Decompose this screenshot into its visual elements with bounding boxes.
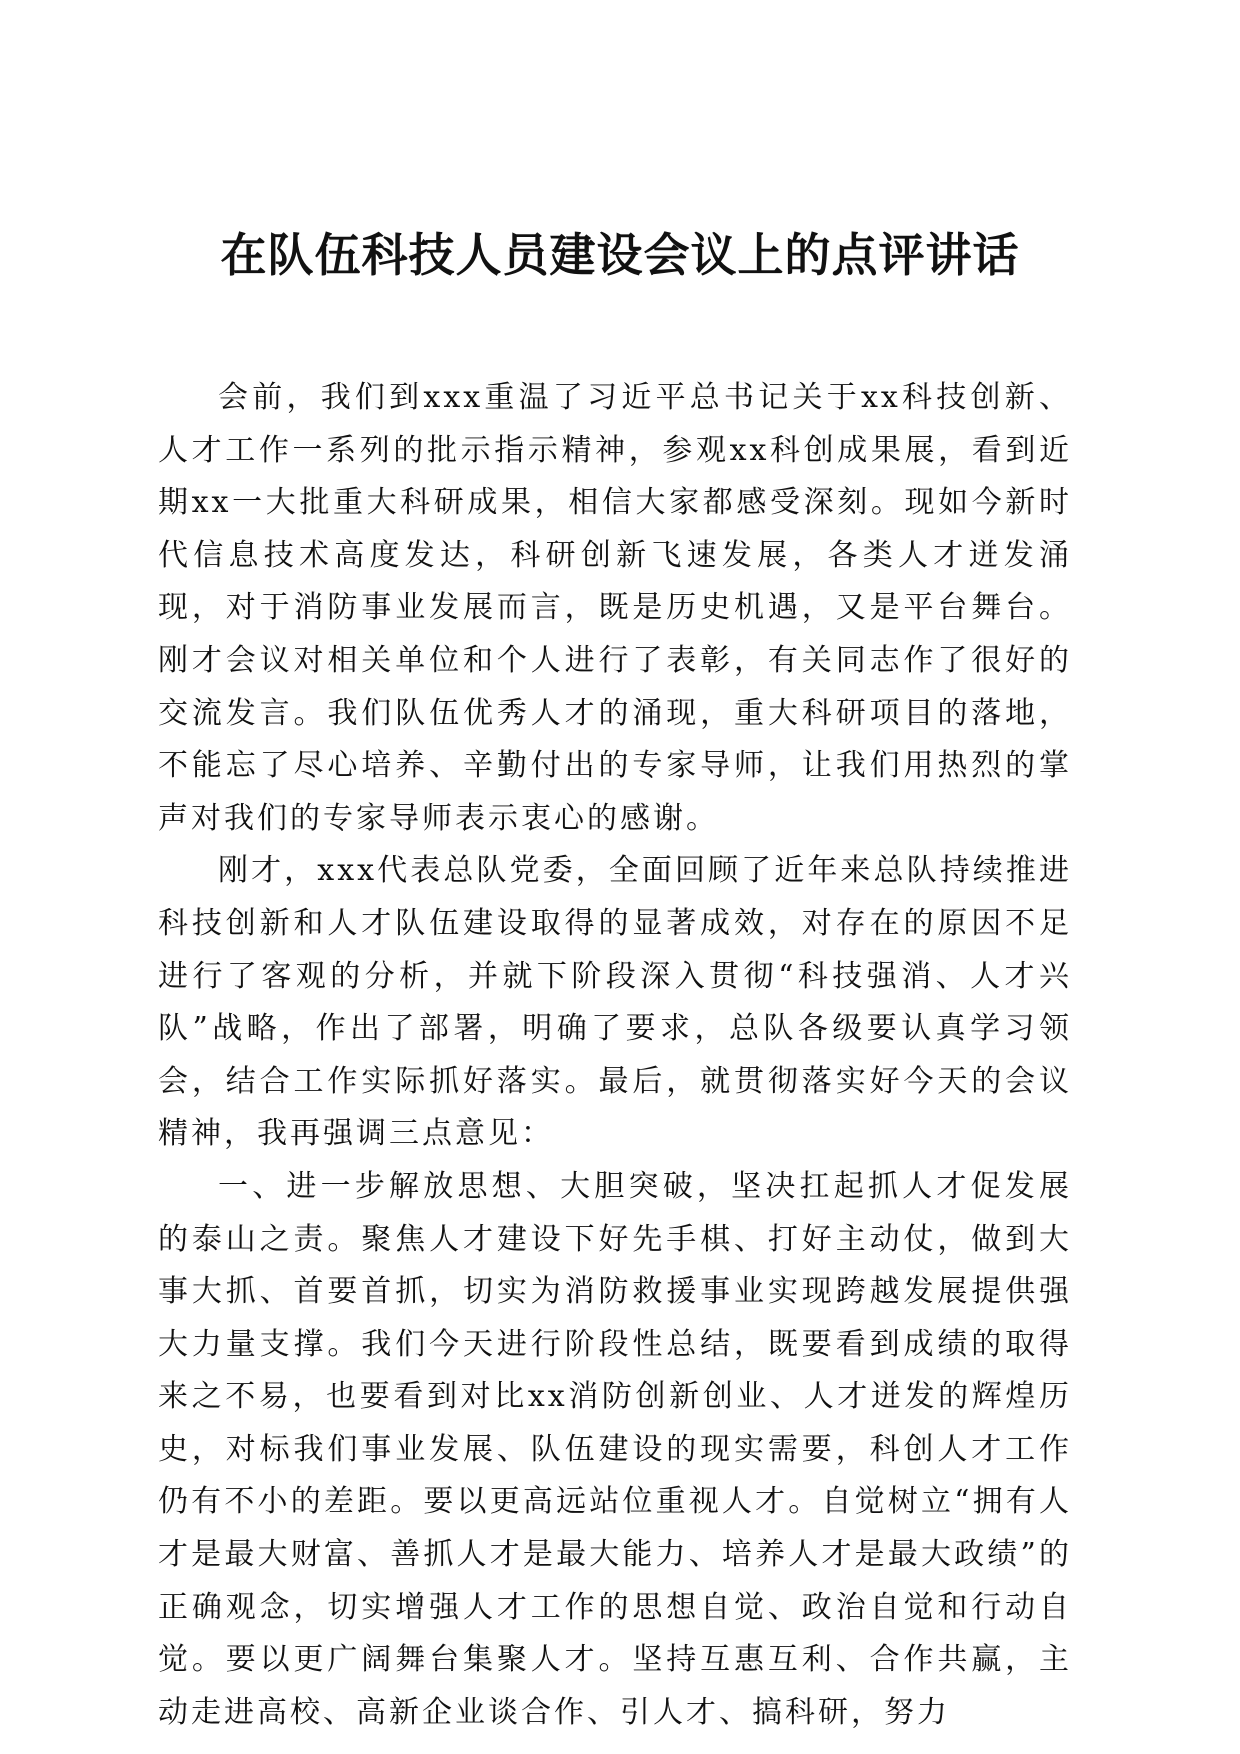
body-paragraph: 刚才，xxx代表总队党委，全面回顾了近年来总队持续推进科技创新和人才队伍建设取得的显著成效，对存在的原因不足进行了客观的分析，并就下阶段深入贯彻“科技强消、人才兴队”战略，作出了部署，明确了要求，总队各级要认真学习领会，结合工作实际抓好落实。最后，就贯彻落实好今天的会议精神，我再强调三点意见： (158, 853, 1072, 1152)
body-paragraph: 一、进一步解放思想、大胆突破，坚决扛起抓人才促发展的泰山之责。聚焦人才建设下好先手棋、打好主动仗，做到大事大抓、首要首抓，切实为消防救援事业实现跨越发展提供强大力量支撑。我们今天进行阶段性总结，既要看到成绩的取得来之不易，也要看到对比xx消防创新创业、人才迸发的辉煌历史，对标我们事业发展、队伍建设的现实需要，科创人才工作仍有不小的差距。要以更高远站位重视人才。自觉树立“拥有人才是最大财富、善抓人才是最大能力、培养人才是最大政绩”的正确观念，切实增强人才工作的思想自觉、政治自觉和行动自觉。要以更广阔舞台集聚人才。坚持互惠互利、合作共赢，主动走进高校、高新企业谈合作、引人才、搞科研，努力 (158, 1168, 1072, 1730)
document-title: 在队伍科技人员建设会议上的点评讲话 (220, 228, 1020, 282)
body-paragraph: 会前，我们到xxx重温了习近平总书记关于xx科技创新、人才工作一系列的批示指示精神，参观xx科创成果展，看到近期xx一大批重大科研成果，相信大家都感受深刻。现如今新时代信息技术高度发达，科研创新飞速发展，各类人才迸发涌现，对于消防事业发展而言，既是历史机遇，又是平台舞台。刚才会议对相关单位和个人进行了表彰，有关同志作了很好的交流发言。我们队伍优秀人才的涌现，重大科研项目的落地，不能忘了尽心培养、辛勤付出的专家导师，让我们用热烈的掌声对我们的专家导师表示衷心的感谢。 (158, 380, 1072, 836)
document-body (158, 372, 1072, 1739)
